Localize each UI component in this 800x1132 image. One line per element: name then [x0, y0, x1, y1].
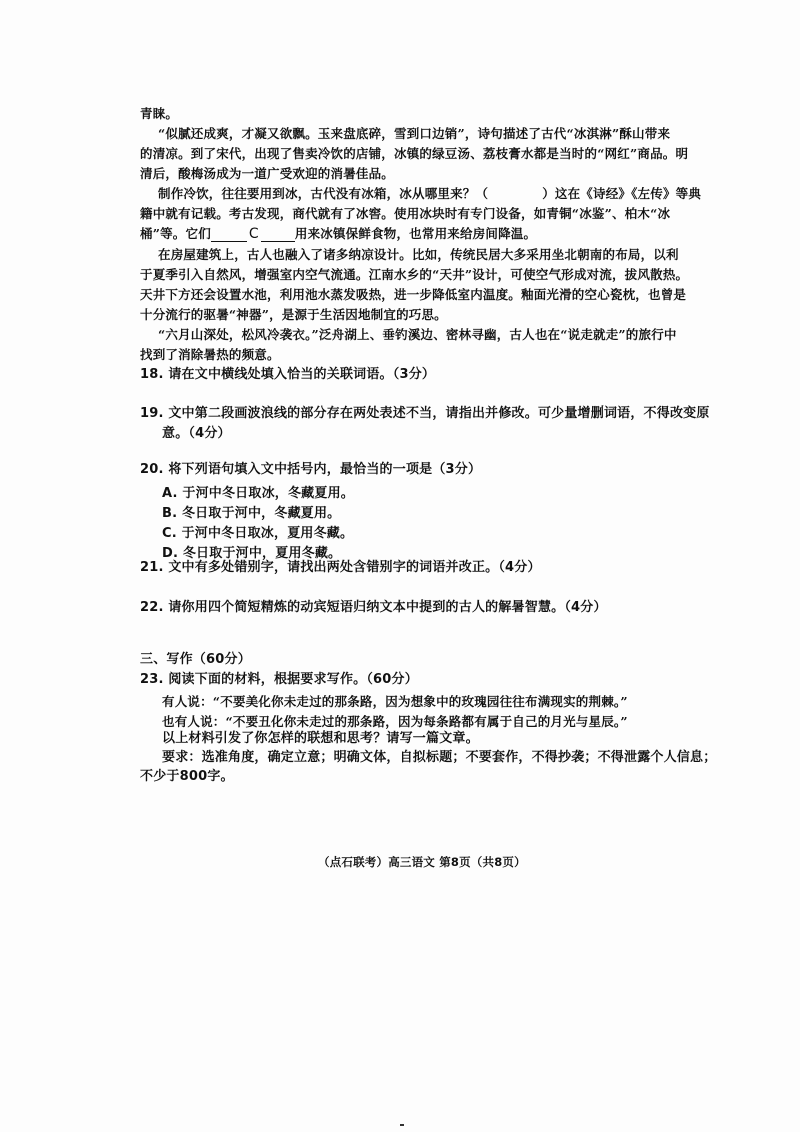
- page-footer: （点石联考）高三语文 第8页（共8页）: [318, 855, 526, 869]
- question-20: 20. 将下列语句填入文中括号内，最恰当的一项是（3分）: [140, 462, 482, 477]
- passage-text: 制作冷饮，往往要用到冰，古代没有冰箱，冰从哪里来？（: [158, 186, 489, 201]
- question-19-cont: 意。（4分）: [162, 426, 231, 441]
- passage-line: 清后，酸梅汤成为一道广受欢迎的消暑佳品。: [140, 166, 395, 181]
- passage-line: 籍中就有记载。考古发现，商代就有了冰窖。使用冰块时有专门设备，如青铜“冰鉴”、柏木“冰: [140, 206, 671, 221]
- passage-line: 的清凉。到了宋代，出现了售卖冷饮的店铺，冰镇的绿豆汤、荔枝膏水都是当时的“网红”商品。明: [140, 146, 689, 161]
- passage-line: “似腻还成爽，才凝又欲飘。玉来盘底碎，雪到口边销”，诗句描述了古代“冰淇淋”酥山带来: [158, 126, 671, 141]
- passage-text: 桶”等。它们: [140, 226, 211, 241]
- question-23: 23. 阅读下面的材料，根据要求写作。（60分）: [140, 672, 418, 687]
- passage-line: 于夏季引入自然风，增强室内空气流通。江南水乡的“天井”设计，可使空气形成对流，拔风散热。: [140, 267, 689, 282]
- option-a: A. 于河中冬日取冰，冬藏夏用。: [162, 486, 354, 501]
- passage-line: 找到了消除暑热的频意。: [140, 347, 280, 362]
- passage-line: 在房屋建筑上，古人也融入了诸多纳凉设计。比如，传统民居大多采用坐北朝南的布局，以利: [158, 247, 679, 262]
- writing-prompt: 以上材料引发了你怎样的联想和思考？请写一篇文章。: [162, 731, 479, 746]
- page-mark: [400, 1124, 404, 1126]
- passage-line: 天井下方还会设置水池，利用池水蒸发吸热，进一步降低室内温度。釉面光滑的空心瓷枕，也曾是: [140, 287, 687, 302]
- fill-in-blank: [261, 229, 295, 242]
- option-d: D. 冬日取于河中，夏用冬藏。: [162, 546, 342, 561]
- passage-line: “六月山深处，松风冷袭衣。”泛舟湖上、垂钓溪边、密林寻幽，古人也在“说走就走”的旅行中: [158, 327, 677, 342]
- passage-line: 青睐。: [140, 106, 179, 121]
- question-19: 19. 文中第二段画波浪线的部分存在两处表述不当，请指出并修改。可少量增删词语，不得改变原: [140, 406, 710, 421]
- question-18: 18. 请在文中横线处填入恰当的关联词语。（3分）: [140, 367, 436, 382]
- section-writing-heading: 三、写作（60分）: [140, 652, 251, 667]
- question-21: 21. 文中有多处错别字，请找出两处含错别字的词语并改正。（4分）: [140, 560, 541, 575]
- writing-requirements: 要求：选准角度，确定立意；明确文体，自拟标题；不要套作，不得抄袭；不得泄露个人信息；: [162, 750, 717, 765]
- option-b: B. 冬日取于河中，冬藏夏用。: [162, 506, 341, 521]
- passage-line-with-blank: [140, 226, 536, 242]
- handwritten-answer: C: [248, 226, 259, 242]
- question-22: 22. 请你用四个简短精炼的动宾短语归纳文本中提到的古人的解暑智慧。（4分）: [140, 600, 607, 615]
- material-line-2: 也有人说：“不要丑化你未走过的那条路，因为每条路都有属于自己的月光与星辰。”: [162, 714, 628, 729]
- passage-line-with-blank: [158, 186, 701, 202]
- fill-in-blank: [211, 229, 247, 242]
- writing-requirements-cont: 不少于800字。: [140, 769, 234, 784]
- passage-text: ）这在《诗经》《左传》等典: [542, 186, 702, 201]
- option-c: C. 于河中冬日取冰，夏用冬藏。: [162, 526, 354, 541]
- passage-line: 十分流行的驱暑“神器”，是源于生活因地制宜的巧思。: [140, 307, 447, 322]
- passage-text: 用来冰镇保鲜食物，也常用来给房间降温。: [294, 226, 537, 241]
- material-line-1: 有人说：“不要美化你未走过的那条路，因为想象中的玫瑰园往往布满现实的荆棘。”: [162, 694, 628, 709]
